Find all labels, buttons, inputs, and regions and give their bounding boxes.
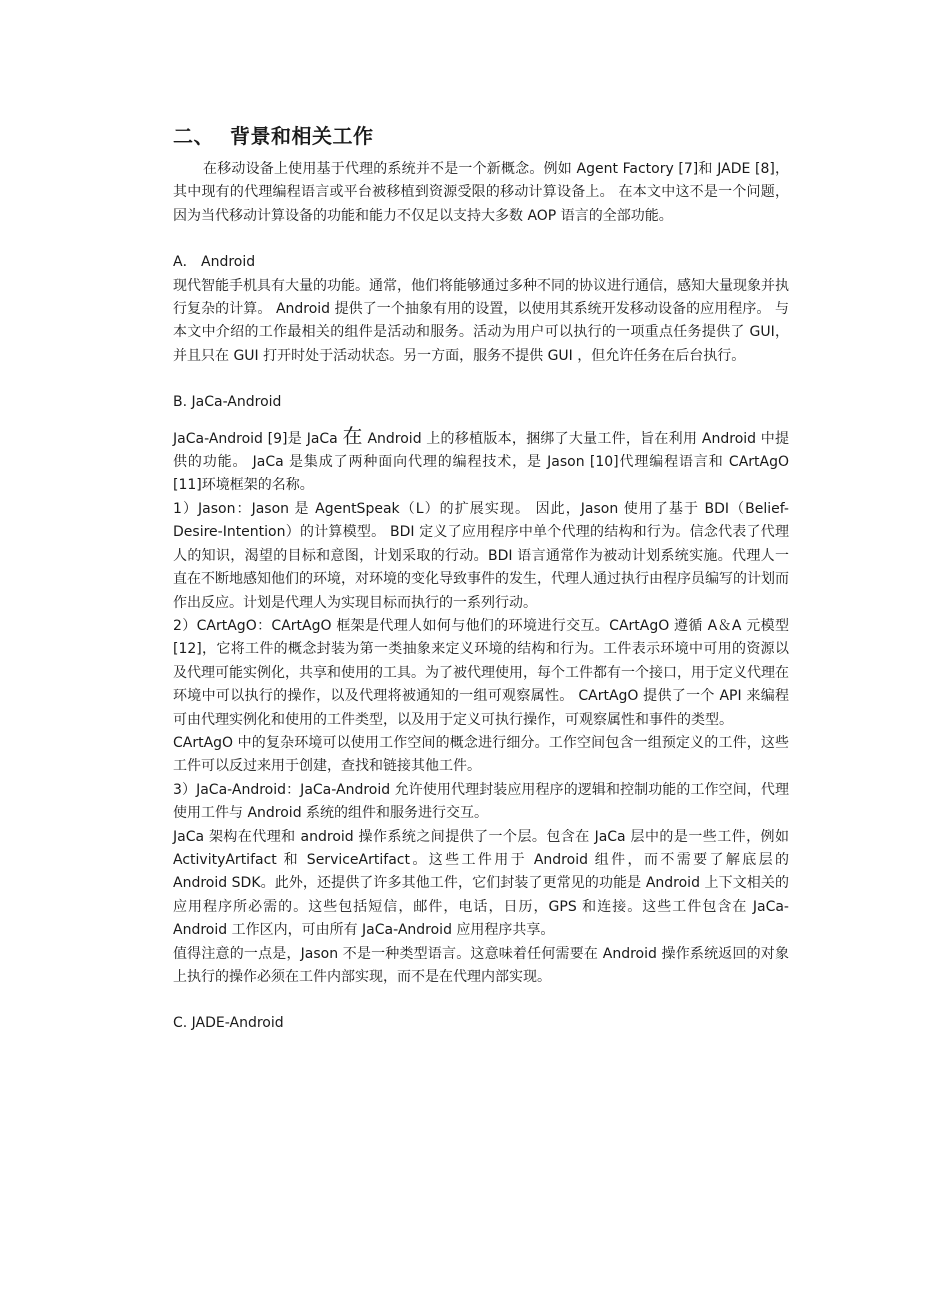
subsection-b-paragraph-architecture: JaCa 架构在代理和 android 操作系统之间提供了一个层。包含在 JaCa 层中的是一些工件，例如 ActivityArtifact 和 ServiceArtifact。这些工件用于 Android 组件，而不需要了解底层的 Android SDK。此外，还提供了许多其他工件，它们封装了更常见的功能是 Android 上下文相关的应用程序所必需的。这些包括短信，邮件，电话，日历，GPS 和连接。这些工件包含在 JaCa-Android 工作区内，可由所有 JaCa-Android 应用程序共享。 [173, 828, 789, 939]
spacer [173, 415, 789, 425]
p1-after: Android 上的移植版本，捆绑了大量工件，旨在利用 Android 中提供的功能。 JaCa 是集成了两种面向代理的编程技术，是 Jason [10]代理编程语言和 CArtAgO [11]环境框架的名称。 [173, 430, 790, 494]
spacer [173, 989, 789, 1012]
p1-before: JaCa-Android [9]是 JaCa [173, 430, 343, 447]
subsection-b-paragraph-1 [173, 425, 789, 498]
subsection-b-paragraph-cartago: 2）CArtAgO：CArtAgO 框架是代理人如何与他们的环境进行交互。CArtAgO 遵循 A＆A 元模型[12]，它将工件的概念封装为第一类抽象来定义环境的结构和行为。工件表示环境中可用的资源以及代理可能实例化，共享和使用的工具。为了被代理使用，每个工件都有一个接口，用于定义代理在环境中可以执行的操作，以及代理将被通知的一组可观察属性。 CArtAgO 提供了一个 API 来编程可由代理实例化和使用的工件类型，以及用于定义可执行操作，可观察属性和事件的类型。 [173, 617, 789, 728]
subsection-b-paragraph-jaca-android: 3）JaCa-Android：JaCa-Android 允许使用代理封装应用程序的逻辑和控制功能的工作空间，代理使用工件与 Android 系统的组件和服务进行交互。 [173, 781, 789, 822]
section-title: 背景和相关工作 [230, 124, 374, 148]
subsection-b-paragraph-note: 值得注意的一点是，Jason 不是一种类型语言。这意味着任何需要在 Android 操作系统返回的对象上执行的操作必须在工件内部实现，而不是在代理内部实现。 [173, 945, 789, 985]
document-page [173, 118, 789, 1036]
subsection-c-title: C. JADE-Android [173, 1015, 284, 1032]
subsection-b-paragraph-jason: 1）Jason：Jason 是 AgentSpeak（L）的扩展实现。 因此，Jason 使用了基于 BDI（Belief-Desire-Intention）的计算模型。 BDI 定义了应用程序中单个代理的结构和行为。信念代表了代理人的知识，渴望的目标和意图，计划采取的行动。BDI 语言通常作为被动计划系统实施。代理人一直在不断地感知他们的环境，对环境的变化导致事件的发生，代理人通过执行由程序员编写的计划而作出反应。计划是代理人为实现目标而执行的一系列行动。 [173, 500, 789, 611]
intro-paragraph: 在移动设备上使用基于代理的系统并不是一个新概念。例如 Agent Factory [7]和 JADE [8]，其中现有的代理编程语言或平台被移植到资源受限的移动计算设备上。 在本文中这不是一个问题，因为当代移动计算设备的功能和能力不仅足以支持大多数 AOP 语言的全部功能。 [173, 161, 789, 224]
subsection-a-title: A． Android [173, 254, 256, 271]
subsection-b-paragraph-workspace: CArtAgO 中的复杂环境可以使用工作空间的概念进行细分。工作空间包含一组预定义的工件，这些工件可以反过来用于创建，查找和链接其他工件。 [173, 734, 789, 775]
p1-large-char: 在 [342, 423, 363, 448]
section-heading [173, 118, 789, 154]
spacer [173, 228, 789, 251]
subsection-b-title: B. JaCa-Android [173, 394, 282, 411]
section-number: 二、 [173, 124, 214, 148]
subsection-a-body: 现代智能手机具有大量的功能。通常，他们将能够通过多种不同的协议进行通信，感知大量现象并执行复杂的计算。 Android 提供了一个抽象有用的设置，以使用其系统开发移动设备的应用程序。 与本文中介绍的工作最相关的组件是活动和服务。活动为用户可以执行的一项重点任务提供了 GUI，并且只在 GUI 打开时处于活动状态。另一方面，服务不提供 GUI ，但允许任务在后台执行。 [173, 277, 789, 364]
spacer [173, 368, 789, 391]
